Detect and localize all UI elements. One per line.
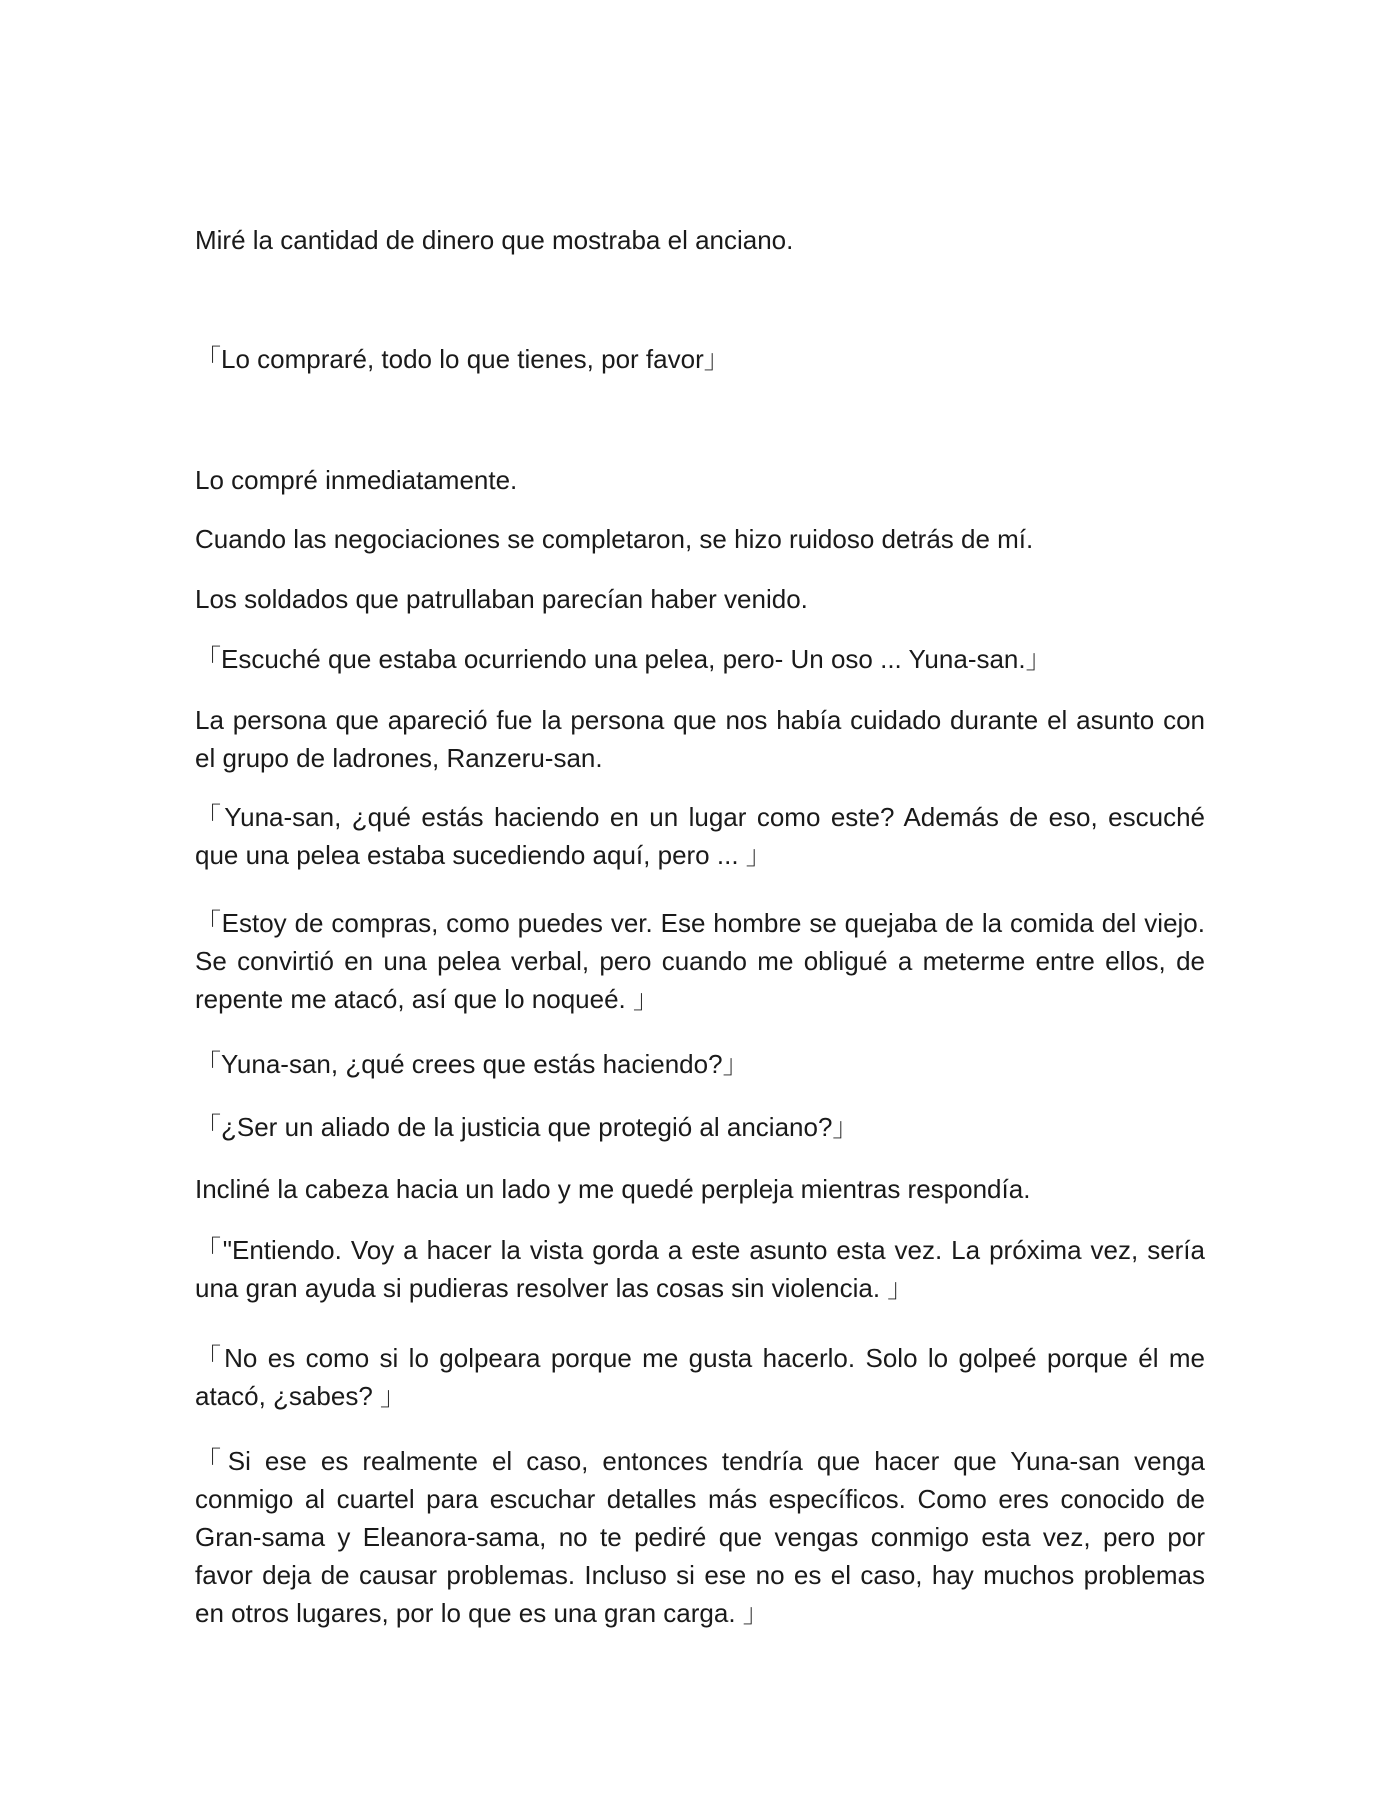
paragraph-narration: Lo compré inmediatamente.: [195, 465, 518, 495]
paragraph-dialogue: 「No es como si lo golpeara porque me gusta hacerlo. Solo lo golpeé porque él me atacó, ¿sabes? 」: [195, 1343, 1205, 1411]
paragraph-dialogue: 「Si ese es realmente el caso, entonces tendría que hacer que Yuna-san venga conmigo al cuartel para escuchar detalles más específicos. Como eres conocido de Gran-sama y Eleanora-sama, no te pediré que vengas conmigo esta vez, pero por favor deja de causar problemas. Incluso si ese no es el caso, hay muchos problemas en otros lugares, por lo que es una gran carga. 」: [195, 1446, 1205, 1628]
paragraph-narration: Incliné la cabeza hacia un lado y me quedé perpleja mientras respondía.: [195, 1174, 1031, 1204]
paragraph-dialogue: 「Estoy de compras, como puedes ver. Ese hombre se quejaba de la comida del viejo. Se convirtió en una pelea verbal, pero cuando me obligué a meterme entre ellos, de repente me atacó, así que lo noqueé. 」: [195, 908, 1205, 1014]
paragraph-dialogue: 「"Entiendo. Voy a hacer la vista gorda a este asunto esta vez. La próxima vez, sería una gran ayuda si pudieras resolver las cosas sin violencia. 」: [195, 1235, 1205, 1303]
paragraph-dialogue: 「Lo compraré, todo lo que tienes, por favor」: [195, 344, 730, 374]
paragraph-dialogue: 「Yuna-san, ¿qué crees que estás haciendo?」: [195, 1049, 749, 1079]
paragraph-narration: Los soldados que patrullaban parecían haber venido.: [195, 584, 808, 614]
paragraph-narration: La persona que apareció fue la persona que nos había cuidado durante el asunto con el grupo de ladrones, Ranzeru-san.: [195, 705, 1205, 773]
paragraph-narration: Miré la cantidad de dinero que mostraba el anciano.: [195, 225, 794, 255]
paragraph-dialogue: 「¿Ser un aliado de la justicia que protegió al anciano?」: [195, 1112, 859, 1142]
document-page: [195, 0, 1205, 1812]
paragraph-dialogue: 「Escuché que estaba ocurriendo una pelea, pero- Un oso ... Yuna-san.」: [195, 644, 1052, 674]
paragraph-narration: Cuando las negociaciones se completaron, se hizo ruidoso detrás de mí.: [195, 524, 1034, 554]
paragraph-dialogue: 「Yuna-san, ¿qué estás haciendo en un lugar como este? Además de eso, escuché que una pelea estaba sucediendo aquí, pero ... 」: [195, 802, 1205, 870]
